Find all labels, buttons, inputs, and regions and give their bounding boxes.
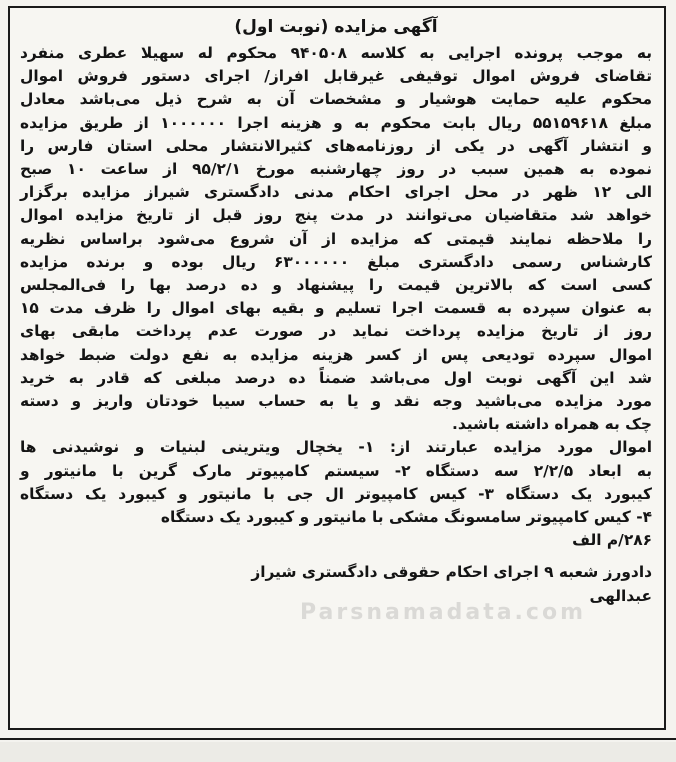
items-line: به ابعاد ۲/۲/۵ سه دستگاه ۲- سیستم کامپیوتر مارک گرین با مانیتور و [20, 461, 652, 480]
next-notice-strip [0, 742, 676, 762]
body-line: خواهد شد متقاضیان می‌توانند در مدت پنج روز قبل از تاریخ مزایده اموال [20, 206, 652, 225]
body-line: به موجب پرونده اجرایی به کلاسه ۹۴۰۵۰۸ محکوم له سهیلا عطری منفرد [20, 44, 652, 62]
body-line: کارشناس رسمی دادگستری مبلغ ۶۳۰۰۰۰۰۰ ریال بوده و برنده مزایده [20, 252, 652, 271]
items-line: کیبورد یک دستگاه ۳- کیس کامپیوتر ال جی با مانیتور و کیبورد یک دستگاه [20, 484, 652, 503]
body-line: نموده به همین سبب در روز چهارشنبه مورخ ۹۵/۲/۱ از ساعت ۱۰ صبح [20, 160, 653, 179]
auction-items [20, 436, 652, 529]
signature-name: عبدالهی [589, 587, 652, 606]
body-line: تقاضای فروش اموال توقیفی غیرقابل افراز/ اجرای دستور فروش اموال [20, 67, 652, 86]
notice-title: آگهی مزایده (نوبت اول) [234, 17, 438, 37]
auction-notice [8, 6, 666, 730]
items-line: اموال مورد مزایده عبارتند از: ۱- یخچال ویترینی لبنیات و نوشیدنی ها [20, 438, 652, 457]
body-line: و انتشار آگهی در یکی از روزنامه‌های کثیرالانتشار محلی استان فارس را [20, 136, 652, 155]
body-line: کسی است که بالاترین قیمت را پیشنهاد و ده درصد بها را فی‌المجلس [20, 276, 652, 295]
body-line: محکوم علیه حمایت هوشیار و مشخصات آن به شرح ذیل می‌باشد معادل [20, 90, 652, 109]
page-divider [0, 738, 676, 740]
body-line: مبلغ ۵۵۱۵۹۶۱۸ ریال بابت محکوم به و هزینه اجرا ۱۰۰۰۰۰۰ از طریق مزایده [20, 113, 652, 132]
body-line: شد این آگهی نوبت اول می‌باشد ضمناً ده درصد مبلغی که قادر به خرید [20, 368, 652, 387]
signature-office: دادورز شعبه ۹ اجرای احکام حقوقی دادگستری شیراز [251, 563, 652, 582]
body-line: را ملاحظه نمایند قیمتی که مزایده از آن شروع می‌شود براساس نظریه [20, 229, 652, 248]
body-line: اموال سپرده تودیعی پس از کسر هزینه مزایده به نفع دولت ضبط خواهد [20, 345, 652, 364]
items-line: ۴- کیس کامپیوتر سامسونگ مشکی با مانیتور و کیبورد یک دستگاه [160, 508, 652, 527]
body-line: الی ۱۲ ظهر در محل اجرای احکام مدنی دادگستری شیراز مزایده برگزار [20, 183, 652, 202]
body-line: روز از تاریخ مزایده پرداخت نماید در صورت عدم پرداخت مابقی بهای [20, 322, 652, 341]
body-line: به عنوان سپرده به قسمت اجرا تسلیم و بقیه بهای اموال را ظرف مدت ۱۵ [20, 299, 652, 318]
body-line: چک به همراه داشته باشید. [452, 415, 652, 434]
notice-body [20, 42, 652, 436]
reference-code: ۲۸۶/م الف [572, 531, 652, 550]
body-line: مورد مزایده می‌باشید وجه نقد و یا به حساب سیبا خودتان واریز و دسته [20, 392, 652, 411]
